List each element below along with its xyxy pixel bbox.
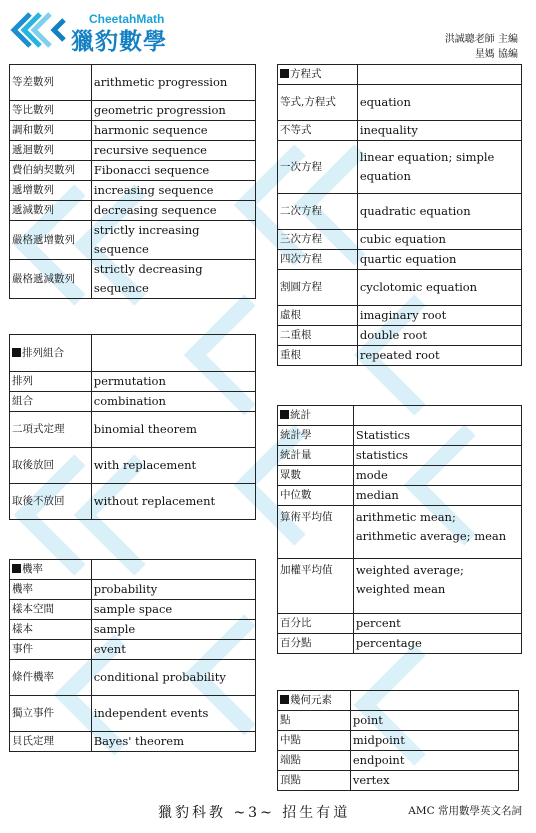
section-title-text: 機率 bbox=[22, 563, 43, 575]
term-en: cyclotomic equation bbox=[357, 270, 521, 306]
section-title bbox=[10, 560, 92, 580]
term-zh: 等式,方程式 bbox=[278, 85, 358, 121]
term-zh: 費伯納契數列 bbox=[10, 161, 92, 181]
statistics-table bbox=[277, 405, 522, 654]
term-zh: 調和數列 bbox=[10, 121, 92, 141]
term-zh: 統計學 bbox=[278, 426, 354, 446]
black-square-icon bbox=[280, 410, 289, 419]
term-en: combination bbox=[91, 392, 255, 412]
term-en: double root bbox=[357, 326, 521, 346]
term-zh: 眾數 bbox=[278, 466, 354, 486]
term-zh: 事件 bbox=[10, 640, 92, 660]
term-zh: 端點 bbox=[278, 751, 351, 771]
term-en: Fibonacci sequence bbox=[91, 161, 255, 181]
black-square-icon bbox=[12, 564, 21, 573]
term-zh: 樣本 bbox=[10, 620, 92, 640]
geometry-table bbox=[277, 690, 519, 791]
term-zh: 貝氏定理 bbox=[10, 732, 92, 752]
term-zh: 條件機率 bbox=[10, 660, 92, 696]
term-en: midpoint bbox=[350, 731, 518, 751]
term-en: linear equation; simple equation bbox=[357, 141, 521, 194]
black-square-icon bbox=[280, 695, 289, 704]
term-en: recursive sequence bbox=[91, 141, 255, 161]
term-en: event bbox=[91, 640, 255, 660]
term-en: with replacement bbox=[91, 448, 255, 484]
term-zh: 一次方程 bbox=[278, 141, 358, 194]
term-zh: 百分比 bbox=[278, 614, 354, 634]
term-en: increasing sequence bbox=[91, 181, 255, 201]
empty-cell bbox=[353, 406, 521, 426]
page-footer-center: 獵豹科教 ~3~ 招生有道 bbox=[158, 805, 351, 821]
combinatorics-table bbox=[9, 334, 256, 520]
section-title bbox=[278, 406, 354, 426]
term-zh: 嚴格遞增數列 bbox=[10, 221, 92, 260]
term-en: arithmetic progression bbox=[91, 65, 255, 101]
term-zh: 遞減數列 bbox=[10, 201, 92, 221]
term-en: vertex bbox=[350, 771, 518, 791]
co-editor: 星媽 協編 bbox=[474, 49, 518, 60]
empty-cell bbox=[357, 65, 521, 85]
term-en: repeated root bbox=[357, 346, 521, 366]
equations-table bbox=[277, 64, 522, 366]
term-zh: 遞增數列 bbox=[10, 181, 92, 201]
term-en: strictly increasing sequence bbox=[91, 221, 255, 260]
term-en: Statistics bbox=[353, 426, 521, 446]
logo-english-text: CheetahMath bbox=[89, 12, 165, 26]
term-zh: 割圓方程 bbox=[278, 270, 358, 306]
section-title bbox=[278, 65, 358, 85]
term-zh: 二項式定理 bbox=[10, 412, 92, 448]
term-en: quadratic equation bbox=[357, 194, 521, 230]
term-zh: 點 bbox=[278, 711, 351, 731]
empty-cell bbox=[91, 335, 255, 372]
term-en: probability bbox=[91, 580, 255, 600]
term-en: permutation bbox=[91, 372, 255, 392]
term-zh: 虛根 bbox=[278, 306, 358, 326]
term-zh: 取後不放回 bbox=[10, 484, 92, 520]
empty-cell bbox=[91, 560, 255, 580]
sequences-table bbox=[9, 64, 256, 299]
black-square-icon bbox=[280, 69, 289, 78]
term-en: percentage bbox=[353, 634, 521, 654]
term-zh: 中點 bbox=[278, 731, 351, 751]
term-en: conditional probability bbox=[91, 660, 255, 696]
term-zh: 嚴格遞減數列 bbox=[10, 260, 92, 299]
section-title-text: 統計 bbox=[290, 409, 311, 421]
term-en: weighted average; weighted mean bbox=[353, 559, 521, 614]
term-en: statistics bbox=[353, 446, 521, 466]
term-en: Bayes' theorem bbox=[91, 732, 255, 752]
section-title bbox=[10, 335, 92, 372]
term-en: endpoint bbox=[350, 751, 518, 771]
term-en: harmonic sequence bbox=[91, 121, 255, 141]
term-en: geometric progression bbox=[91, 101, 255, 121]
term-en: sample space bbox=[91, 600, 255, 620]
term-zh: 排列 bbox=[10, 372, 92, 392]
term-zh: 取後放回 bbox=[10, 448, 92, 484]
term-en: without replacement bbox=[91, 484, 255, 520]
term-en: quartic equation bbox=[357, 250, 521, 270]
term-en: median bbox=[353, 486, 521, 506]
term-en: percent bbox=[353, 614, 521, 634]
term-zh: 二次方程 bbox=[278, 194, 358, 230]
section-title-text: 排列組合 bbox=[22, 346, 64, 359]
term-zh: 不等式 bbox=[278, 121, 358, 141]
page-footer-title: AMC 常用數學英文名詞 bbox=[408, 805, 522, 817]
term-zh: 獨立事件 bbox=[10, 696, 92, 732]
term-en: point bbox=[350, 711, 518, 731]
term-zh: 等差數列 bbox=[10, 65, 92, 101]
term-en: strictly decreasing sequence bbox=[91, 260, 255, 299]
term-zh: 統計量 bbox=[278, 446, 354, 466]
term-en: decreasing sequence bbox=[91, 201, 255, 221]
term-zh: 樣本空間 bbox=[10, 600, 92, 620]
term-en: imaginary root bbox=[357, 306, 521, 326]
term-en: independent events bbox=[91, 696, 255, 732]
term-en: binomial theorem bbox=[91, 412, 255, 448]
section-title bbox=[278, 691, 351, 711]
term-en: mode bbox=[353, 466, 521, 486]
author-credit bbox=[445, 32, 518, 62]
term-zh: 百分點 bbox=[278, 634, 354, 654]
chief-editor: 洪誠聰老師 主編 bbox=[444, 34, 518, 45]
term-zh: 中位數 bbox=[278, 486, 354, 506]
term-zh: 機率 bbox=[10, 580, 92, 600]
term-en: inequality bbox=[357, 121, 521, 141]
term-zh: 等比數列 bbox=[10, 101, 92, 121]
logo-chinese-text: 獵豹數學 bbox=[71, 29, 167, 55]
term-en: equation bbox=[357, 85, 521, 121]
term-zh: 遞迴數列 bbox=[10, 141, 92, 161]
empty-cell bbox=[350, 691, 518, 711]
black-square-icon bbox=[12, 348, 21, 357]
term-zh: 組合 bbox=[10, 392, 92, 412]
section-title-text: 方程式 bbox=[290, 68, 322, 80]
probability-table bbox=[9, 559, 256, 752]
term-zh: 四次方程 bbox=[278, 250, 358, 270]
term-zh: 重根 bbox=[278, 346, 358, 366]
term-zh: 加權平均值 bbox=[278, 559, 354, 614]
term-en: arithmetic mean; arithmetic average; mean bbox=[353, 506, 521, 559]
section-title-text: 幾何元素 bbox=[290, 694, 332, 706]
term-zh: 頂點 bbox=[278, 771, 351, 791]
term-zh: 三次方程 bbox=[278, 230, 358, 250]
term-zh: 算術平均值 bbox=[278, 506, 354, 559]
term-en: cubic equation bbox=[357, 230, 521, 250]
term-en: sample bbox=[91, 620, 255, 640]
term-zh: 二重根 bbox=[278, 326, 358, 346]
